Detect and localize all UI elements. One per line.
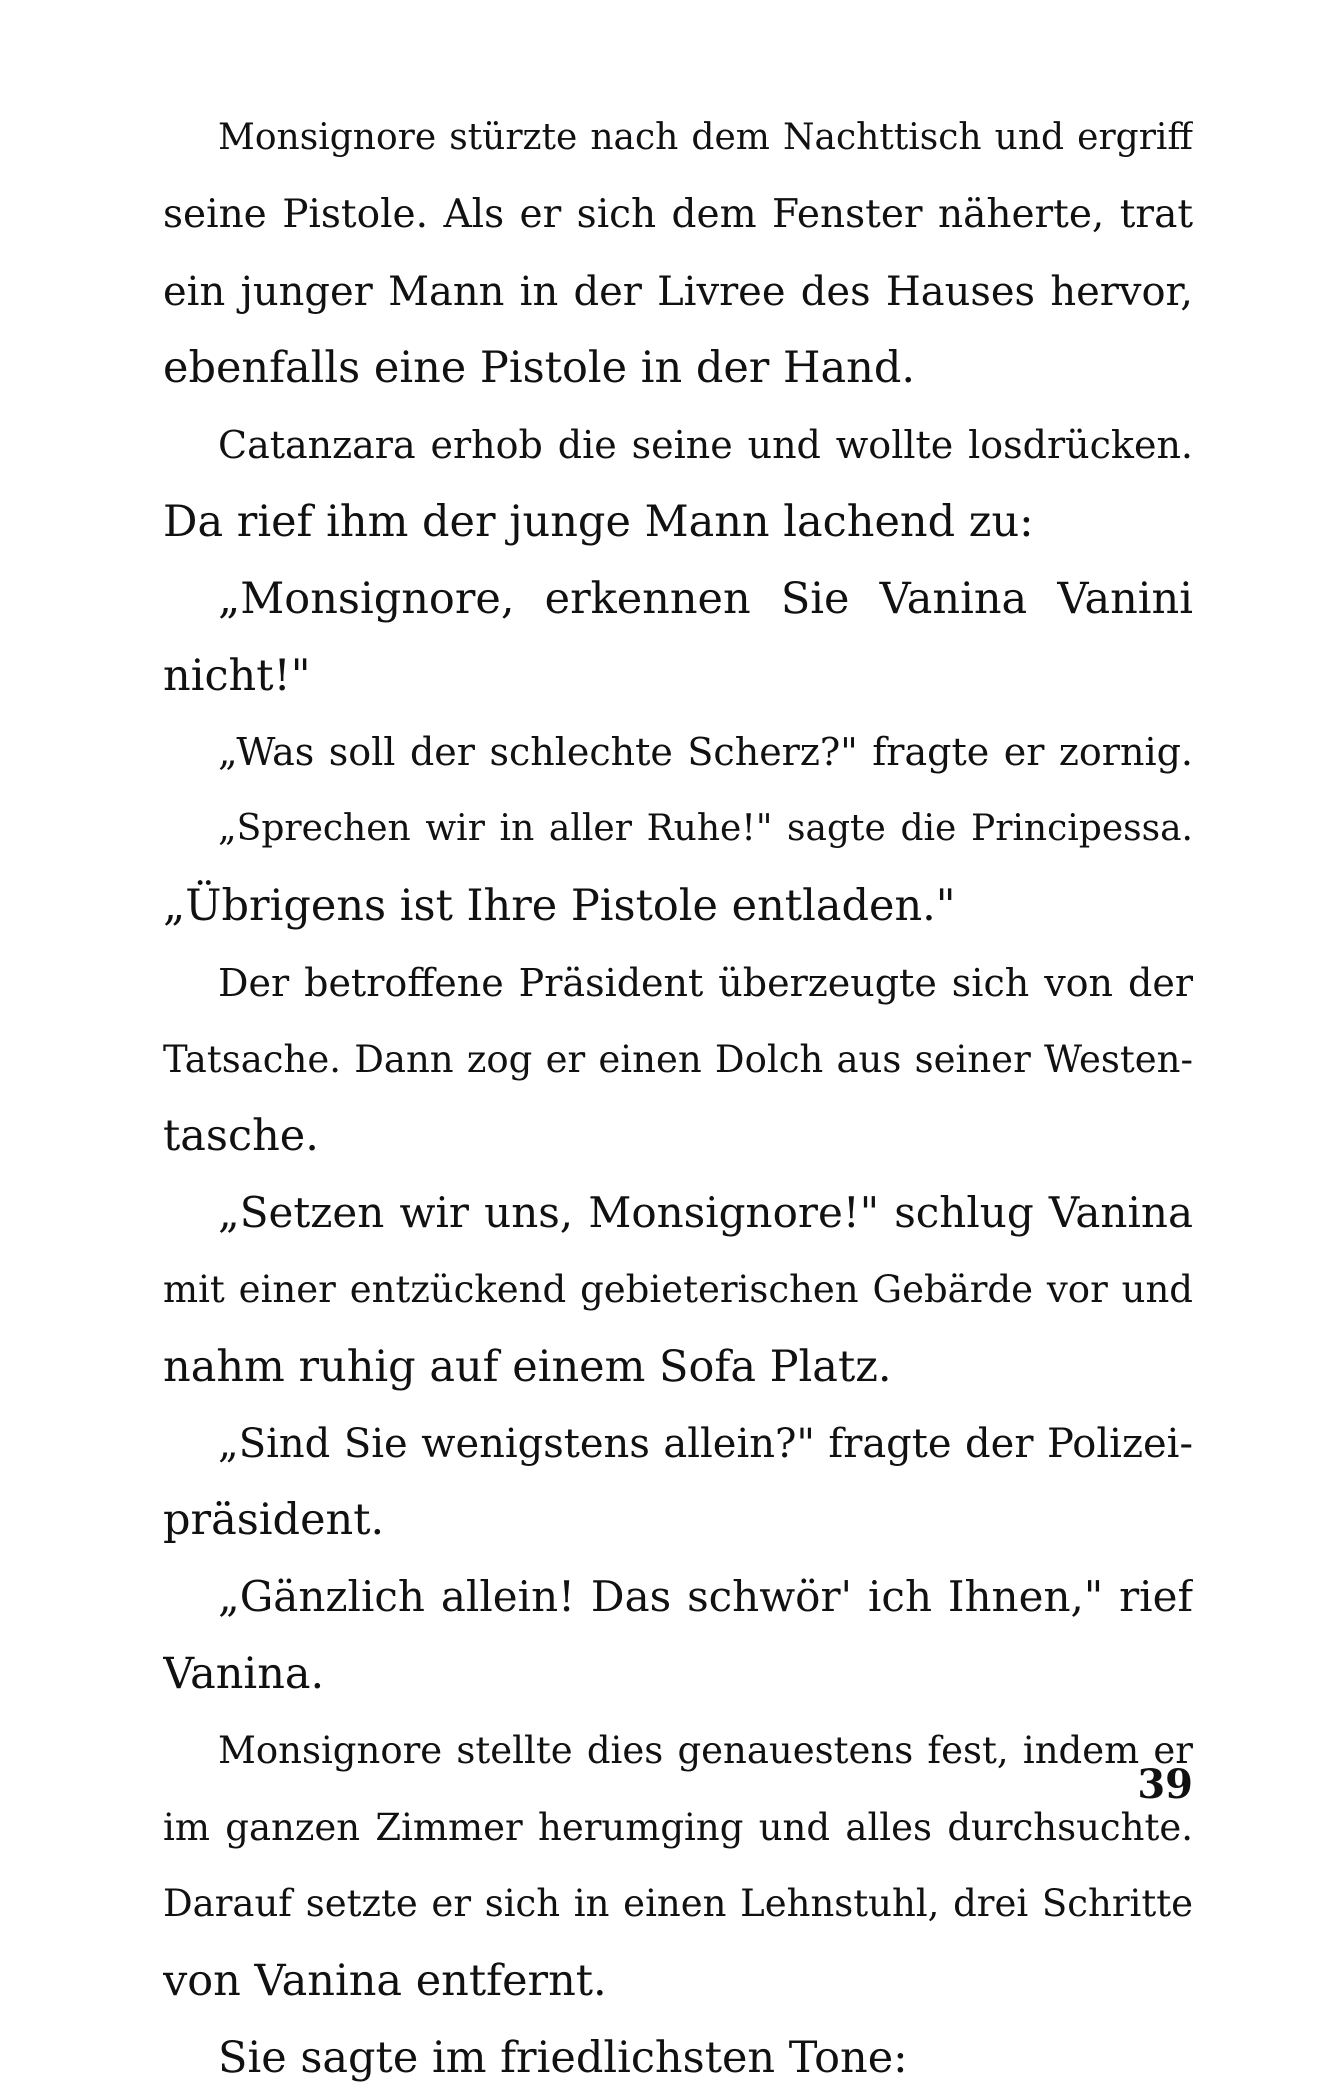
text-line: nicht!" — [163, 650, 311, 701]
page-number: 39 — [1137, 1761, 1193, 1808]
text-line: im ganzen Zimmer herumging und alles durchsuchte. — [163, 1805, 1193, 1849]
text-line: von Vanina entfernt. — [163, 1956, 607, 2007]
text-line: „Sind Sie wenigstens allein?" fragte der Polizei- — [218, 1420, 1193, 1467]
text-line: Da rief ihm der junge Mann lachend zu: — [163, 496, 1034, 547]
text-line: Monsignore stellte dies genauestens fest, indem er — [218, 1728, 1193, 1772]
text-line: Darauf setzte er sich in einen Lehnstuhl, drei Schritte — [163, 1882, 1193, 1926]
text-line: Catanzara erhob die seine und wollte losdrücken. — [218, 423, 1193, 468]
text-line: „Was soll der schlechte Scherz?" fragte er zornig. — [218, 730, 1193, 775]
text-line: Monsignore stürzte nach dem Nachttisch und ergriff — [218, 117, 1193, 158]
text-line: präsident. — [163, 1495, 385, 1546]
text-line: Sie sagte im friedlichsten Tone: — [218, 2032, 908, 2083]
text-line: nahm ruhig auf einem Sofa Platz. — [163, 1341, 892, 1392]
text-line: Der betroffene Präsident überzeugte sich von der — [218, 960, 1193, 1005]
text-line: seine Pistole. Als er sich dem Fenster näherte, trat — [163, 191, 1193, 237]
text-line: mit einer entzückend gebieterischen Gebärde vor und — [163, 1267, 1193, 1311]
text-line: „Übrigens ist Ihre Pistole entladen." — [163, 880, 956, 931]
text-line: Tatsache. Dann zog er einen Dolch aus seiner Westen- — [163, 1037, 1193, 1081]
text-line: „Monsignore, erkennen Sie Vanina Vanini — [218, 573, 1193, 624]
text-line: tasche. — [163, 1111, 319, 1162]
text-line: „Setzen wir uns, Monsignore!" schlug Vanina — [218, 1188, 1193, 1238]
text-line: „Gänzlich allein! Das schwör' ich Ihnen," rief — [218, 1572, 1193, 1622]
page-body-text — [163, 100, 1193, 2097]
text-line: „Sprechen wir in aller Ruhe!" sagte die Principessa. — [218, 808, 1193, 850]
text-line: ein junger Mann in der Livree des Hauses hervor, — [163, 268, 1193, 315]
text-line: ebenfalls eine Pistole in der Hand. — [163, 343, 916, 394]
text-line: Vanina. — [163, 1648, 325, 1699]
